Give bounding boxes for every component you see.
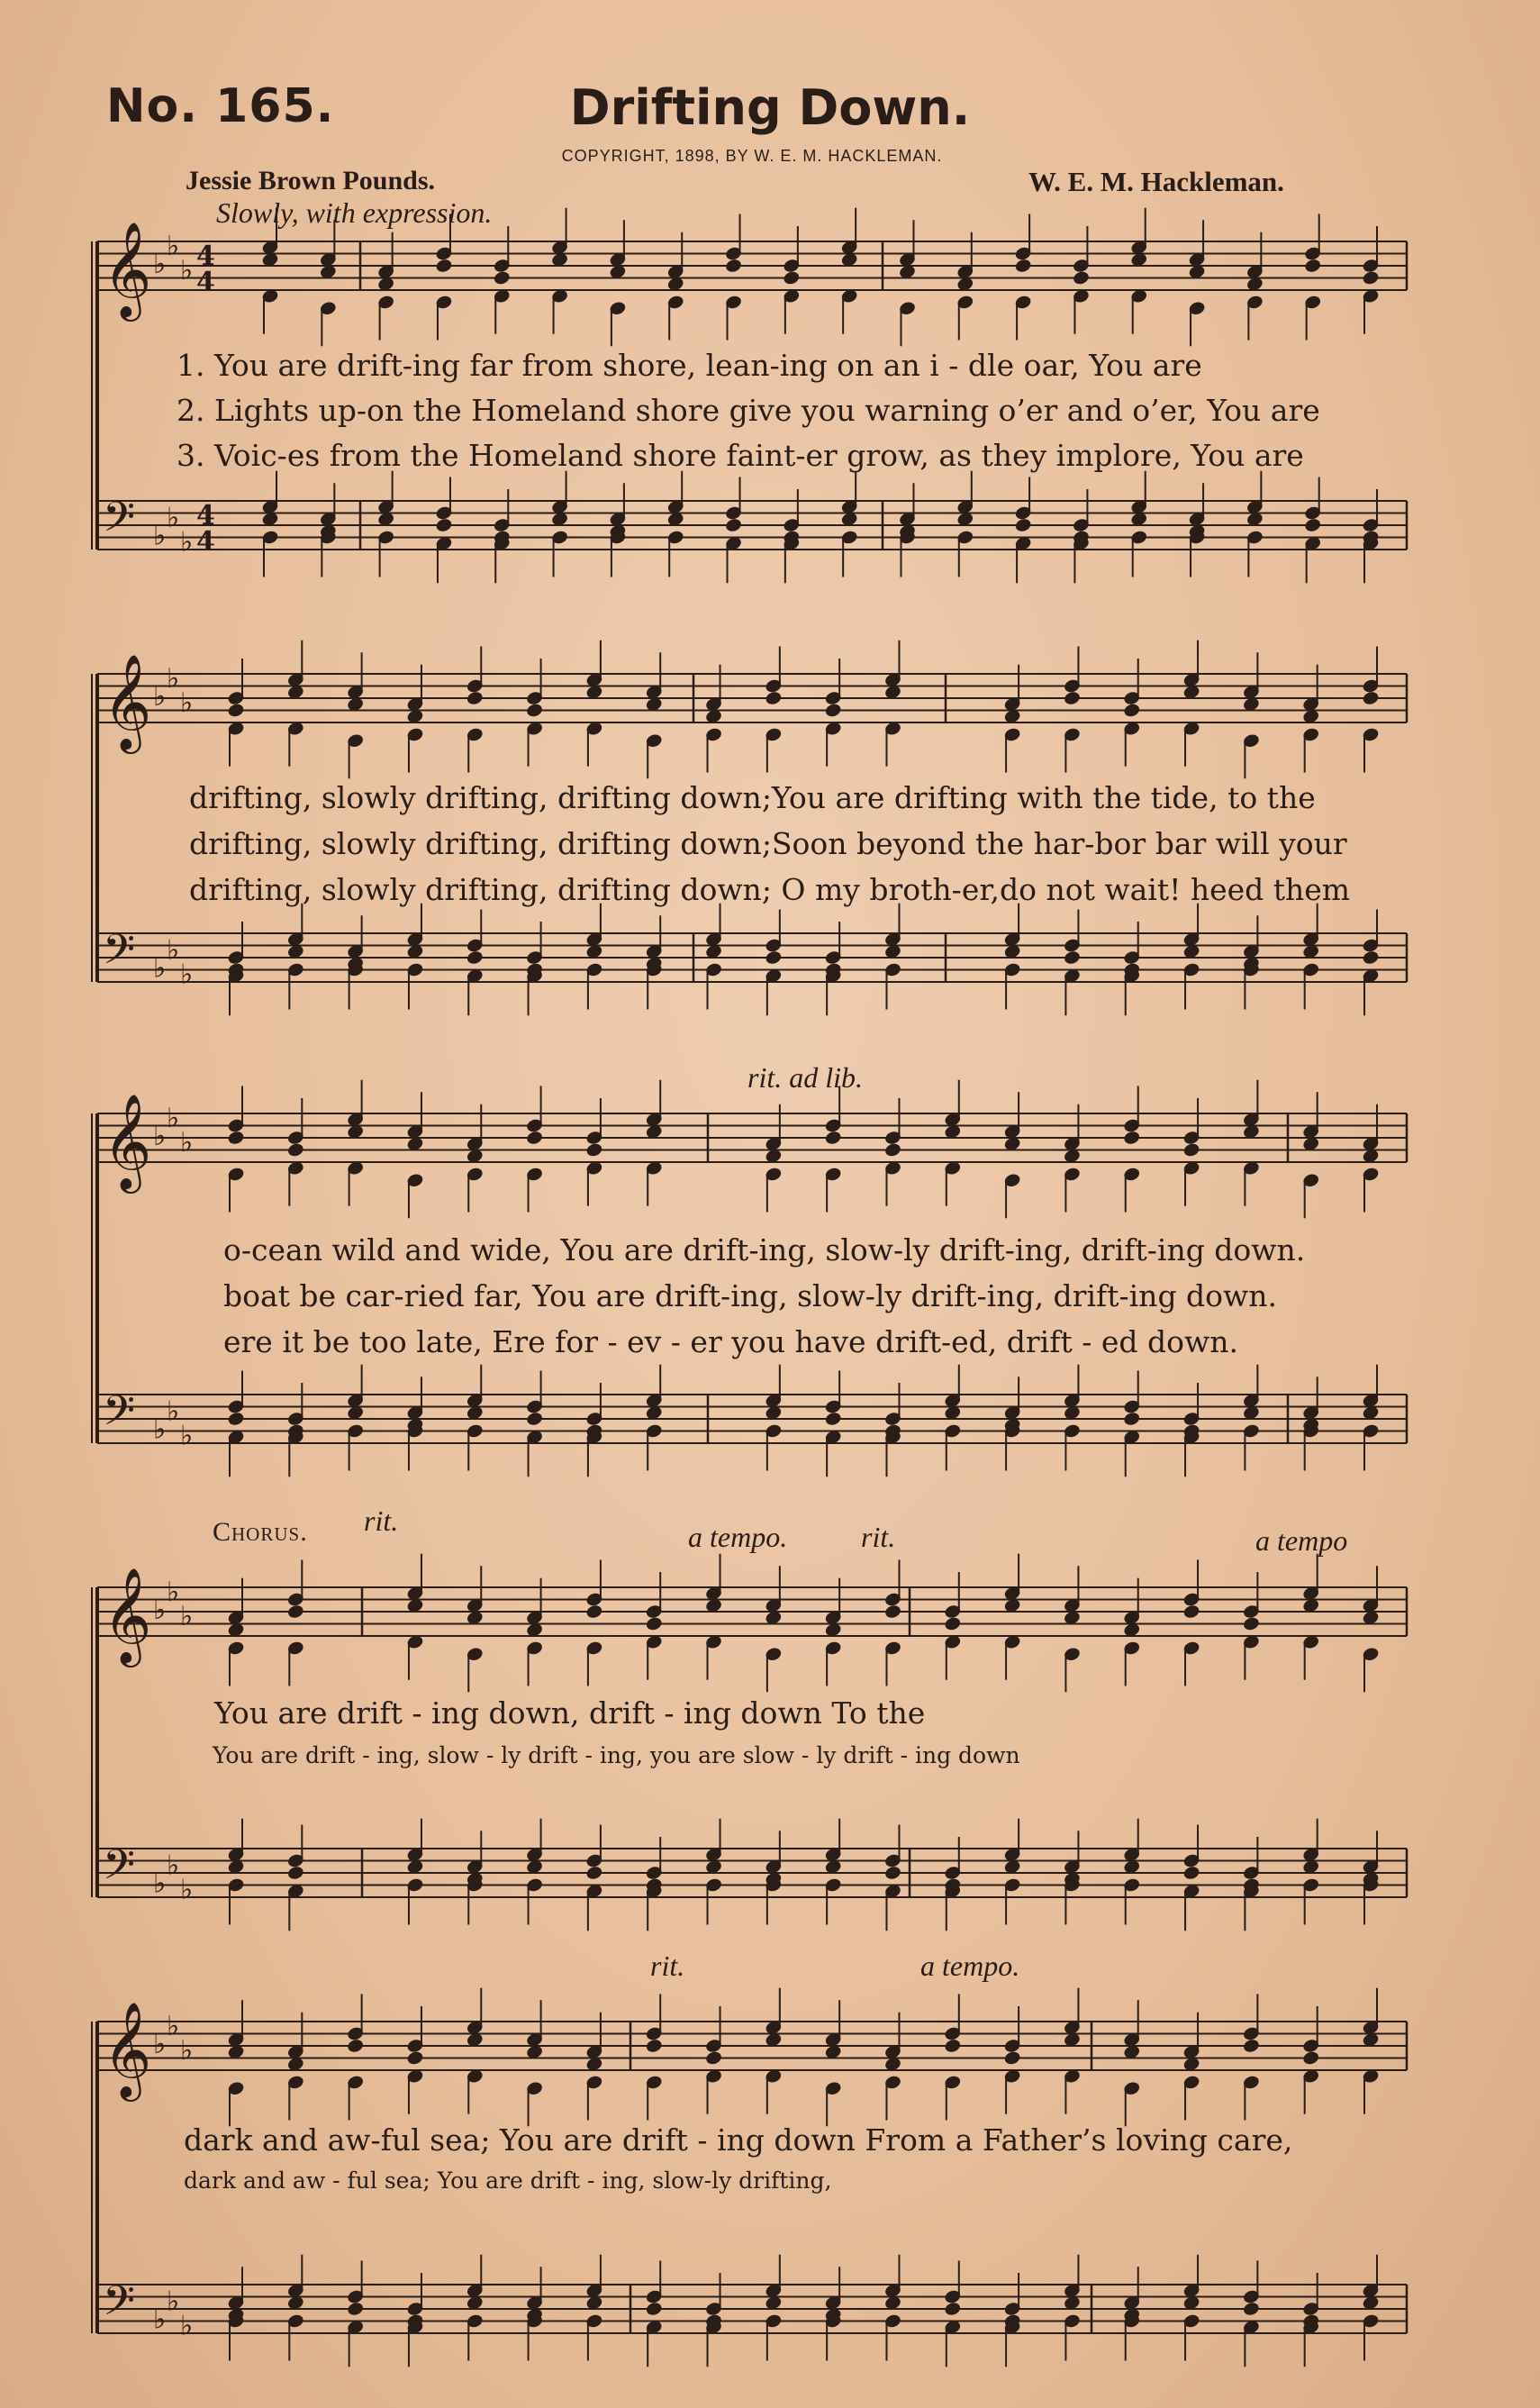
- note-head: [525, 1411, 543, 1427]
- flat-sign: ♭: [153, 2304, 167, 2336]
- lyric-line-s1-v3: 3. Voic-es from the Homeland shore faint-er grow, as they implore, You are: [177, 438, 1304, 473]
- time-signature-bottom: 4: [196, 526, 215, 558]
- bass-clef: 𝄢: [103, 925, 136, 985]
- note-head: [883, 1865, 901, 1881]
- flat-sign: ♭: [153, 952, 167, 985]
- bass-clef: 𝄢: [103, 2276, 136, 2336]
- chorus-lyric-main-2: dark and aw-ful sea; You are drift - ing down From a Father’s loving care,: [184, 2122, 1293, 2158]
- chorus-lyric-main: You are drift - ing down, drift - ing down To the: [214, 1695, 926, 1731]
- note-head: [645, 2301, 663, 2317]
- flat-sign: ♭: [167, 2010, 180, 2042]
- treble-clef: 𝄞: [103, 221, 152, 317]
- note-head: [435, 517, 453, 533]
- note-head: [765, 690, 783, 706]
- bass-clef: 𝄢: [103, 1840, 136, 1900]
- note-head: [1182, 1141, 1200, 1158]
- note-head: [1242, 2301, 1260, 2317]
- lyric-line-s2-v2: drifting, slowly drifting, drifting down;Soon beyond the har-bor bar will your: [189, 826, 1347, 861]
- flat-sign: ♭: [153, 2029, 167, 2060]
- note-head: [493, 269, 511, 286]
- hymn-number: No. 165.: [106, 79, 335, 133]
- treble-clef: 𝄞: [103, 2001, 152, 2097]
- flat-sign: ♭: [180, 959, 194, 991]
- note-head: [1242, 2038, 1260, 2054]
- note-head: [466, 950, 484, 966]
- composer-credit: W. E. M. Hackleman.: [1028, 166, 1284, 197]
- a-tempo-mark-2: a tempo: [1255, 1524, 1348, 1557]
- note-head: [645, 2038, 663, 2054]
- note-head: [645, 1615, 663, 1631]
- note-head: [824, 702, 842, 718]
- flat-sign: ♭: [167, 662, 180, 695]
- note-head: [1362, 269, 1380, 286]
- chorus-lyric-lower-2: dark and aw - ful sea; You are drift - ing, slow-ly drifting,: [184, 2167, 832, 2194]
- flat-sign: ♭: [180, 2034, 194, 2067]
- note-head: [227, 702, 245, 718]
- flat-sign: ♭: [180, 1420, 194, 1452]
- tempo-marking: Slowly, with expression.: [216, 196, 493, 229]
- flat-sign: ♭: [180, 526, 194, 559]
- note-head: [466, 690, 484, 706]
- rit-mark-1: rit.: [364, 1504, 399, 1537]
- lyric-line-s3-v3: ere it be too late, Ere for - ev - er you have drift-ed, drift - ed down.: [223, 1324, 1238, 1359]
- lyric-line-s1-v1: 1. You are drift-ing far from shore, lean-ing on an i - dle oar, You are: [177, 348, 1202, 383]
- note-head: [286, 1141, 304, 1158]
- copyright-notice: COPYRIGHT, 1898, BY W. E. M. HACKLEMAN.: [561, 147, 943, 165]
- note-head: [1123, 1411, 1141, 1427]
- note-head: [1242, 1615, 1260, 1631]
- time-signature-top: 4: [196, 500, 215, 532]
- bass-clef: 𝄢: [103, 1386, 136, 1446]
- flat-sign: ♭: [153, 1595, 167, 1626]
- treble-clef: 𝄞: [103, 1093, 152, 1189]
- flat-sign: ♭: [180, 1126, 194, 1159]
- note-head: [346, 2301, 364, 2317]
- lyric-line-s2-v1: drifting, slowly drifting, drifting down;You are drifting with the tide, to the: [189, 780, 1316, 815]
- note-head: [704, 2049, 722, 2066]
- note-head: [883, 1604, 901, 1620]
- flat-sign: ♭: [153, 1121, 167, 1152]
- note-head: [585, 1865, 603, 1881]
- flat-sign: ♭: [153, 681, 167, 713]
- note-head: [1014, 517, 1032, 533]
- note-head: [1123, 1130, 1141, 1146]
- flat-sign: ♭: [167, 1576, 180, 1608]
- note-head: [227, 1130, 245, 1146]
- note-head: [1301, 2049, 1319, 2066]
- note-head: [1072, 269, 1090, 286]
- time-signature-top: 4: [196, 241, 215, 272]
- note-head: [1123, 702, 1141, 718]
- note-head: [525, 702, 543, 718]
- chorus-lyric-lower: You are drift - ing, slow - ly drift - ing, you are slow - ly drift - ing down: [213, 1742, 1020, 1768]
- flat-sign: ♭: [167, 2285, 180, 2318]
- flat-sign: ♭: [180, 1874, 194, 1906]
- note-head: [944, 2038, 962, 2054]
- note-head: [783, 269, 801, 286]
- note-head: [883, 1141, 901, 1158]
- note-head: [435, 258, 453, 274]
- note-head: [824, 1411, 842, 1427]
- lyric-line-s2-v3: drifting, slowly drifting, drifting down; O my broth-er,do not wait! heed them: [189, 872, 1351, 907]
- flat-sign: ♭: [153, 1413, 167, 1446]
- note-head: [1182, 1865, 1200, 1881]
- note-head: [1303, 517, 1321, 533]
- flat-sign: ♭: [180, 2310, 194, 2342]
- lyric-line-s3-v1: o-cean wild and wide, You are drift-ing, slow-ly drift-ing, drift-ing down.: [223, 1232, 1306, 1268]
- note-head: [227, 1411, 245, 1427]
- note-head: [1063, 950, 1081, 966]
- chorus-label: Chorus.: [213, 1517, 308, 1547]
- flat-sign: ♭: [167, 1849, 180, 1882]
- flat-sign: ♭: [167, 1102, 180, 1134]
- note-head: [585, 1604, 603, 1620]
- rit-ad-lib-marking: rit. ad lib.: [747, 1061, 864, 1094]
- treble-clef: 𝄞: [103, 1567, 152, 1663]
- flat-sign: ♭: [153, 1867, 167, 1900]
- note-head: [944, 2301, 962, 2317]
- rit-mark-2: rit.: [861, 1521, 896, 1553]
- note-head: [585, 1141, 603, 1158]
- note-head: [1362, 690, 1380, 706]
- flat-sign: ♭: [180, 254, 194, 286]
- note-head: [1003, 2049, 1021, 2066]
- flat-sign: ♭: [167, 1395, 180, 1428]
- note-head: [346, 2038, 364, 2054]
- note-head: [286, 1865, 304, 1881]
- note-head: [406, 2049, 424, 2066]
- note-head: [1182, 1604, 1200, 1620]
- note-head: [824, 1130, 842, 1146]
- lyric-line-s1-v2: 2. Lights up-on the Homeland shore give you warning o’er and o’er, You are: [177, 393, 1320, 428]
- note-head: [286, 1604, 304, 1620]
- treble-clef: 𝄞: [103, 653, 152, 750]
- flat-sign: ♭: [167, 934, 180, 967]
- note-head: [1303, 258, 1321, 274]
- a-tempo-mark-1: a tempo.: [688, 1521, 788, 1553]
- note-head: [724, 517, 742, 533]
- note-head: [1014, 258, 1032, 274]
- note-head: [1362, 950, 1380, 966]
- lyricist-credit: Jessie Brown Pounds.: [186, 166, 436, 195]
- flat-sign: ♭: [167, 502, 180, 534]
- lyric-line-s3-v2: boat be car-ried far, You are drift-ing, slow-ly drift-ing, drift-ing down.: [223, 1278, 1278, 1313]
- note-head: [765, 950, 783, 966]
- note-head: [525, 1130, 543, 1146]
- note-head: [1063, 690, 1081, 706]
- a-tempo-mark-3: a tempo.: [920, 1949, 1020, 1982]
- flat-sign: ♭: [180, 1600, 194, 1632]
- note-head: [944, 1615, 962, 1631]
- note-head: [724, 258, 742, 274]
- time-signature-bottom: 4: [196, 267, 215, 298]
- rit-mark-3: rit.: [650, 1949, 685, 1982]
- bass-clef: 𝄢: [103, 493, 136, 552]
- hymn-title: Drifting Down.: [569, 79, 971, 136]
- flat-sign: ♭: [153, 520, 167, 552]
- flat-sign: ♭: [180, 686, 194, 719]
- flat-sign: ♭: [167, 230, 180, 262]
- flat-sign: ♭: [153, 249, 167, 280]
